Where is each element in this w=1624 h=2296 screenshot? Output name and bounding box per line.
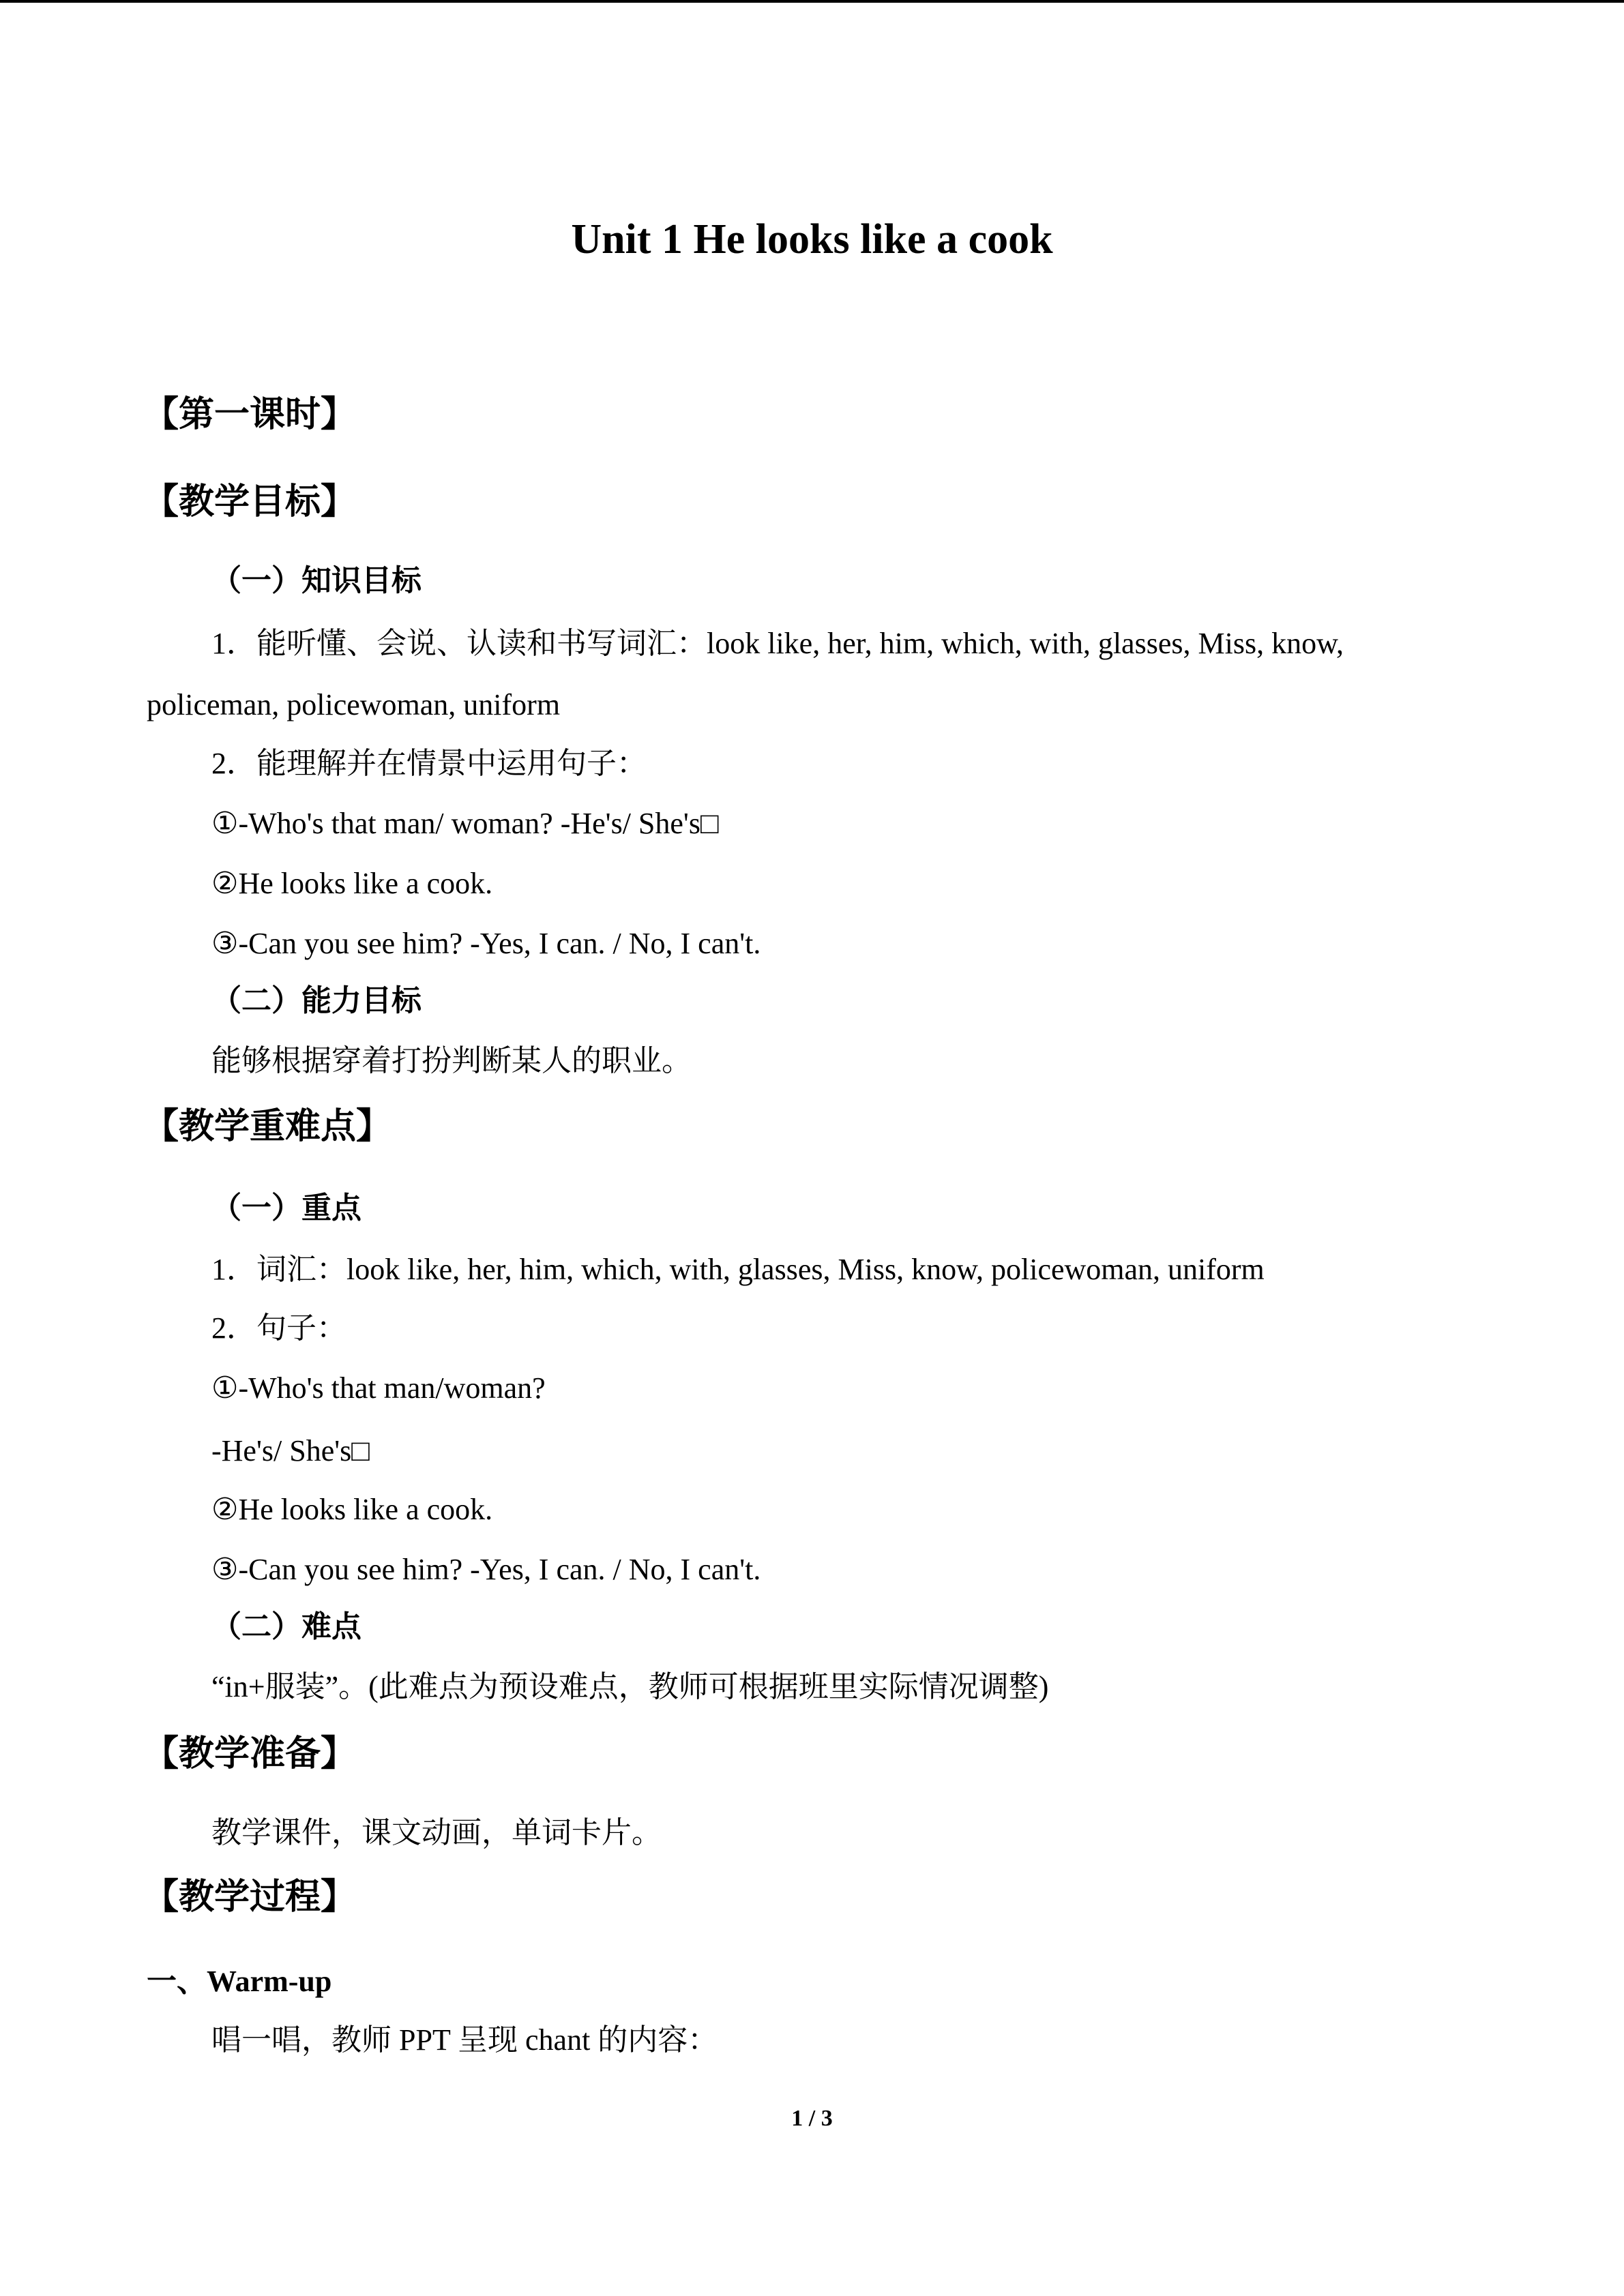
heading-process: 【教学过程】 xyxy=(143,1877,357,1918)
step-warm-up-text: 唱一唱，教师 PPT 呈现 chant 的内容： xyxy=(211,2023,718,2057)
objective-vocab-line1: 1．能听懂、会说、认读和书写词汇：look like, her, him, which, with, glasses, Miss, know, xyxy=(211,627,1344,660)
top-border-line xyxy=(0,0,1624,3)
focus-sentence-3: ③-Can you see him? -Yes, I can. / No, I can't. xyxy=(211,1553,761,1586)
focus-vocab: 1．词汇：look like, her, him, which, with, glasses, Miss, know, policewoman, uniform xyxy=(211,1253,1265,1286)
focus-sentence-1: ①-Who's that man/woman? xyxy=(211,1371,546,1405)
focus-sentence-2: ②He looks like a cook. xyxy=(211,1493,493,1526)
subheading-ability: （二）能力目标 xyxy=(211,983,422,1018)
objective-sentence-1: ①-Who's that man/ woman? -He's/ She's□ xyxy=(211,807,719,840)
focus-sentence-1b: -He's/ She's□ xyxy=(211,1434,370,1467)
heading-lesson: 【第一课时】 xyxy=(143,394,357,435)
page-number: 1 / 3 xyxy=(791,2106,833,2131)
heading-preparation: 【教学准备】 xyxy=(143,1733,357,1774)
subheading-knowledge: （一）知识目标 xyxy=(211,563,422,598)
focus-sentences-label: 2．句子： xyxy=(211,1311,346,1345)
heading-key-points: 【教学重难点】 xyxy=(143,1106,392,1147)
heading-objectives: 【教学目标】 xyxy=(143,481,357,522)
objective-sentences-intro: 2．能理解并在情景中运用句子： xyxy=(211,747,647,780)
difficulty-text: “in+服装”。(此难点为预设难点，教师可根据班里实际情况调整) xyxy=(211,1670,1049,1703)
subheading-difficulty: （二）难点 xyxy=(211,1609,361,1644)
step-warm-up-heading: 一、Warm-up xyxy=(147,1965,332,1998)
subheading-focus: （一）重点 xyxy=(211,1191,361,1225)
ability-text: 能够根据穿着打扮判断某人的职业。 xyxy=(211,1044,692,1077)
objective-vocab-line2: policeman, policewoman, uniform xyxy=(147,688,561,721)
document-title: Unit 1 He looks like a cook xyxy=(571,216,1053,263)
preparation-text: 教学课件，课文动画，单词卡片。 xyxy=(211,1816,662,1849)
objective-sentence-3: ③-Can you see him? -Yes, I can. / No, I can't. xyxy=(211,927,761,960)
objective-sentence-2: ②He looks like a cook. xyxy=(211,867,493,900)
